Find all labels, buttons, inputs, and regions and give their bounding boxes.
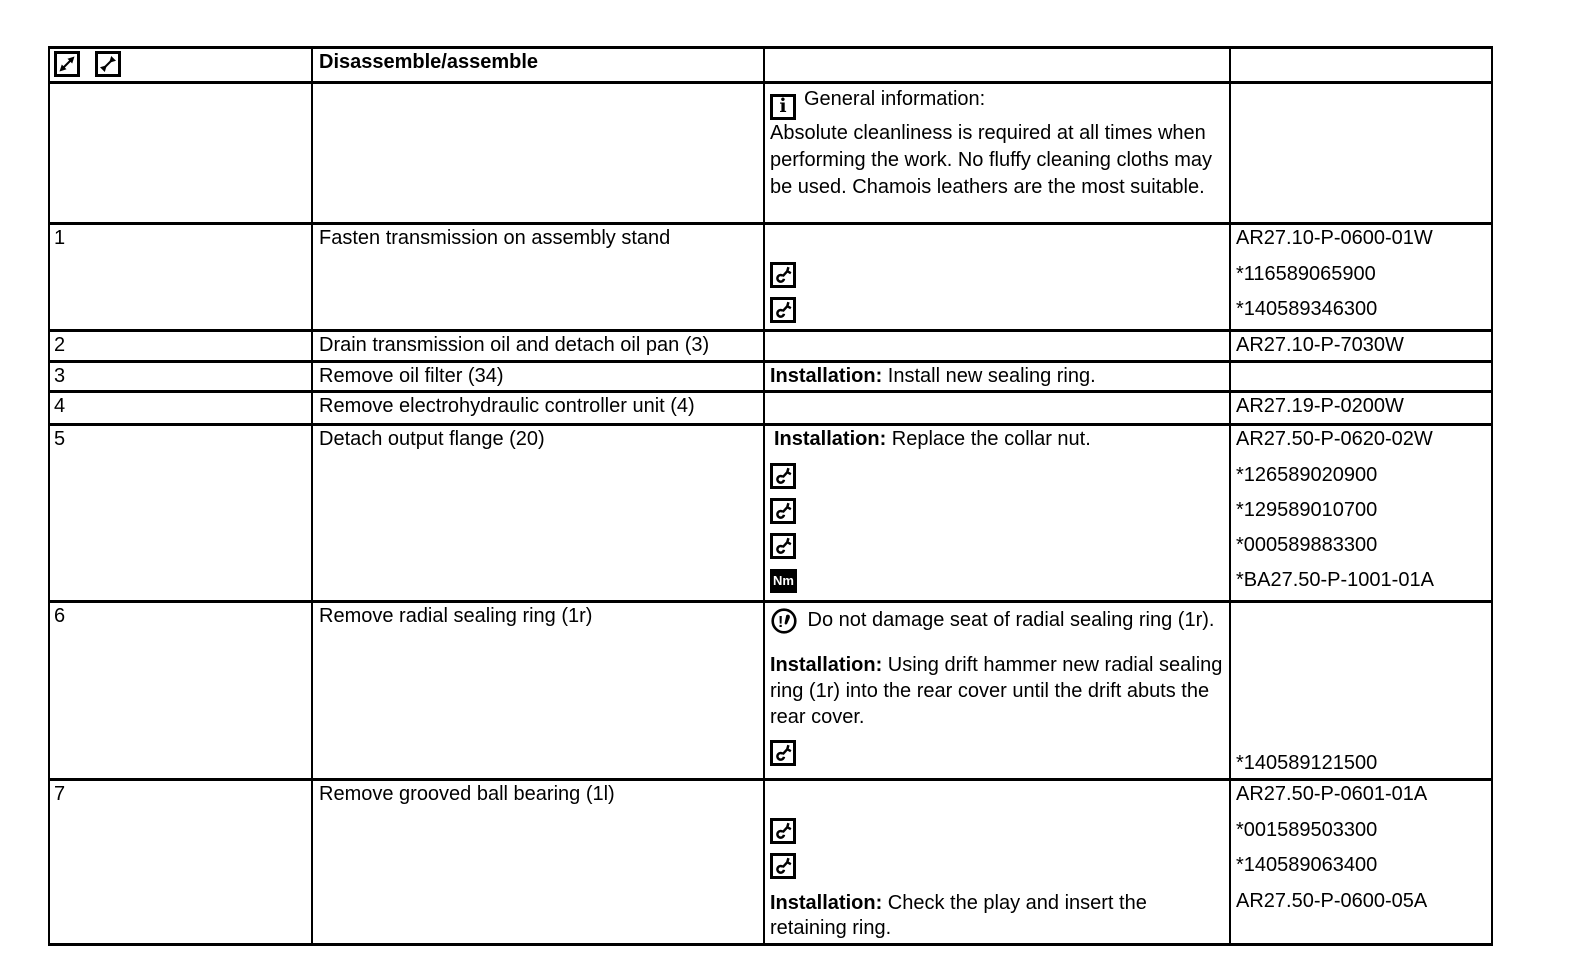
reference-cell [1230, 392, 1492, 425]
caution-icon [770, 607, 798, 642]
general-info-title: General information: [804, 88, 986, 110]
table-row [49, 224, 1492, 331]
document-reference-link[interactable]: AR27.50-P-0600-05A [1236, 890, 1428, 912]
installation-label: Installation: [770, 892, 883, 914]
header-refs-cell [1230, 48, 1492, 83]
document-reference-link[interactable]: AR27.10-P-7030W [1236, 334, 1404, 356]
document-reference-link[interactable]: AR27.50-P-0620-02W [1236, 428, 1433, 450]
info-icon: i [770, 94, 796, 120]
general-info-cell [764, 83, 1230, 224]
installation-text: Check the play and insert the retaining ring. [770, 892, 1147, 939]
installation-text: Replace the collar nut. [886, 428, 1091, 450]
task-cell: Remove radial sealing ring (1r) [312, 602, 764, 780]
header-steps-cell [49, 48, 312, 83]
svg-text:!: ! [778, 614, 784, 631]
note-cell [764, 602, 1230, 780]
tool-icon[interactable] [770, 498, 796, 524]
tool-icon[interactable] [770, 463, 796, 489]
caution-text: Do not damage seat of radial sealing ring (1r). [802, 609, 1215, 631]
document-reference-link[interactable]: *140589346300 [1236, 298, 1378, 320]
table-row [49, 780, 1492, 945]
document-reference-link[interactable]: *140589121500 [1236, 752, 1378, 774]
column-header-disassemble: Disassemble/assemble [312, 48, 764, 83]
document-reference-link[interactable]: *000589883300 [1236, 534, 1378, 556]
task-cell: Remove oil filter (34) [312, 362, 764, 392]
document-reference-link[interactable]: *116589065900 [1236, 263, 1376, 285]
general-info-row [49, 83, 1492, 224]
note-cell [764, 392, 1230, 425]
step-number-cell: 6 [49, 602, 312, 780]
step-number-cell: 1 [49, 224, 312, 331]
maximize-icon[interactable] [54, 51, 80, 77]
tool-icon[interactable] [770, 297, 796, 323]
tool-icon[interactable] [770, 740, 796, 766]
reference-cell [1230, 224, 1492, 331]
reference-cell [1230, 780, 1492, 945]
task-cell: Remove grooved ball bearing (1l) [312, 780, 764, 945]
table-row [49, 392, 1492, 425]
step-number-cell: 7 [49, 780, 312, 945]
installation-text: Install new sealing ring. [882, 365, 1096, 387]
step-number-cell: 5 [49, 425, 312, 602]
tool-icon[interactable] [770, 853, 796, 879]
task-cell: Fasten transmission on assembly stand [312, 224, 764, 331]
reference-cell [1230, 602, 1492, 780]
tool-icon[interactable] [770, 818, 796, 844]
reference-cell [1230, 331, 1492, 362]
table-row [49, 602, 1492, 780]
header-notes-cell [764, 48, 1230, 83]
reference-cell [1230, 362, 1492, 392]
table-row [49, 331, 1492, 362]
note-cell [764, 362, 1230, 392]
document-reference-link[interactable]: AR27.19-P-0200W [1236, 395, 1404, 417]
document-reference-link[interactable]: *140589063400 [1236, 854, 1378, 876]
installation-label: Installation: [774, 428, 887, 450]
note-cell [764, 780, 1230, 945]
document-reference-link[interactable]: *129589010700 [1236, 499, 1378, 521]
note-cell [764, 224, 1230, 331]
document-reference-link[interactable]: AR27.10-P-0600-01W [1236, 227, 1433, 249]
document-reference-link[interactable]: *001589503300 [1236, 819, 1378, 841]
document-reference-link[interactable]: *126589020900 [1236, 464, 1378, 486]
step-number-cell: 3 [49, 362, 312, 392]
tool-icon[interactable] [770, 262, 796, 288]
task-cell: Drain transmission oil and detach oil pan (3) [312, 331, 764, 362]
document-reference-link[interactable]: *BA27.50-P-1001-01A [1236, 569, 1434, 591]
reference-cell [1230, 425, 1492, 602]
step-number-cell: 4 [49, 392, 312, 425]
installation-text: Using drift hammer new radial sealing ring (1r) into the rear cover until the drift abuts the rear cover. [770, 654, 1223, 728]
installation-label: Installation: [770, 365, 883, 387]
installation-label: Installation: [770, 654, 883, 676]
minimize-icon[interactable] [95, 51, 121, 77]
task-cell: Detach output flange (20) [312, 425, 764, 602]
wis-procedure-table [48, 46, 1493, 946]
table-row [49, 425, 1492, 602]
table-header-row [49, 48, 1492, 83]
note-cell [764, 331, 1230, 362]
document-reference-link[interactable]: AR27.50-P-0601-01A [1236, 783, 1428, 805]
table-row [49, 362, 1492, 392]
torque-nm-icon[interactable]: Nm [770, 569, 797, 593]
tool-icon[interactable] [770, 533, 796, 559]
general-info-body: Absolute cleanliness is required at all times when performing the work. No fluffy cleaning cloths may be used. Chamois leathers are the most suitable. [770, 121, 1213, 198]
note-cell [764, 425, 1230, 602]
task-cell: Remove electrohydraulic controller unit (4) [312, 392, 764, 425]
step-number-cell: 2 [49, 331, 312, 362]
